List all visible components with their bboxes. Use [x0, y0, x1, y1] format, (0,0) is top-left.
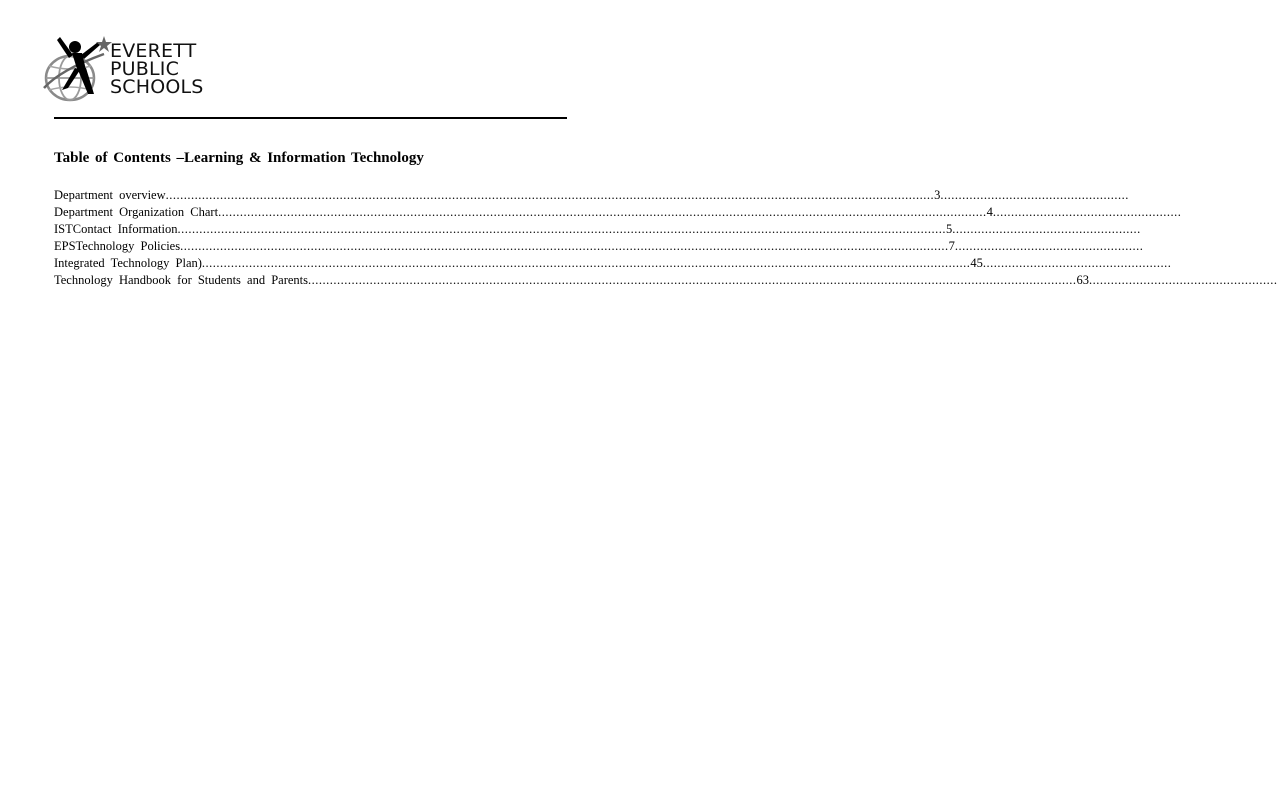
toc-entry-page: 4	[986, 205, 993, 219]
toc-entry-label: Technology Handbook for Students and Parents	[54, 273, 309, 287]
toc-entry[interactable]	[54, 221, 1141, 238]
toc-trailing-leader: ....................................................	[954, 239, 1144, 253]
logo-figure-icon	[42, 32, 112, 104]
toc-entry-label: Department Organization Chart	[54, 205, 219, 219]
toc-entry-label: EPSTechnology Policies	[54, 239, 181, 253]
toc-trailing-leader: ....................................................	[952, 222, 1141, 236]
toc-leader: ....................................................................................................................................................................................................................	[177, 222, 946, 236]
toc-entry[interactable]	[54, 238, 1144, 255]
toc-entry[interactable]	[54, 272, 1278, 289]
toc-entry[interactable]	[54, 255, 1172, 272]
toc-entry-label: Department overview	[54, 188, 166, 202]
toc-trailing-leader: ....................................................	[992, 205, 1182, 219]
everett-public-schools-logo	[42, 32, 222, 104]
toc-leader: ....................................................................................................................................................................................................................	[218, 205, 987, 219]
toc-entry-page: 45	[970, 256, 983, 270]
table-of-contents	[54, 187, 1278, 289]
toc-trailing-leader: ....................................................	[1089, 273, 1278, 287]
logo-wordmark	[110, 42, 204, 96]
toc-entry-label: ISTContact Information	[54, 222, 178, 236]
toc-leader: ....................................................................................................................................................................................................................	[201, 256, 971, 270]
header-divider	[54, 117, 567, 119]
toc-leader: ....................................................................................................................................................................................................................	[165, 188, 935, 202]
logo-line-everett: EVERETT	[110, 40, 197, 62]
toc-entry-label: Integrated Technology Plan)	[54, 256, 202, 270]
toc-entry[interactable]	[54, 187, 1129, 204]
logo-line-public: PUBLIC	[110, 58, 180, 80]
logo-line-schools: SCHOOLS	[110, 76, 204, 98]
toc-entry-page: 63	[1076, 273, 1090, 287]
toc-entry-page: 5	[945, 222, 953, 236]
toc-leader: ....................................................................................................................................................................................................................	[180, 239, 949, 253]
toc-entry-page: 3	[934, 188, 941, 202]
toc-entry-page: 7	[948, 239, 955, 253]
document-title: Table of Contents –Learning & Information Technology	[54, 150, 424, 166]
toc-leader: ....................................................................................................................................................................................................................	[308, 273, 1077, 287]
toc-entry[interactable]	[54, 204, 1182, 221]
toc-trailing-leader: ....................................................	[940, 188, 1129, 202]
toc-trailing-leader: ....................................................	[982, 256, 1172, 270]
